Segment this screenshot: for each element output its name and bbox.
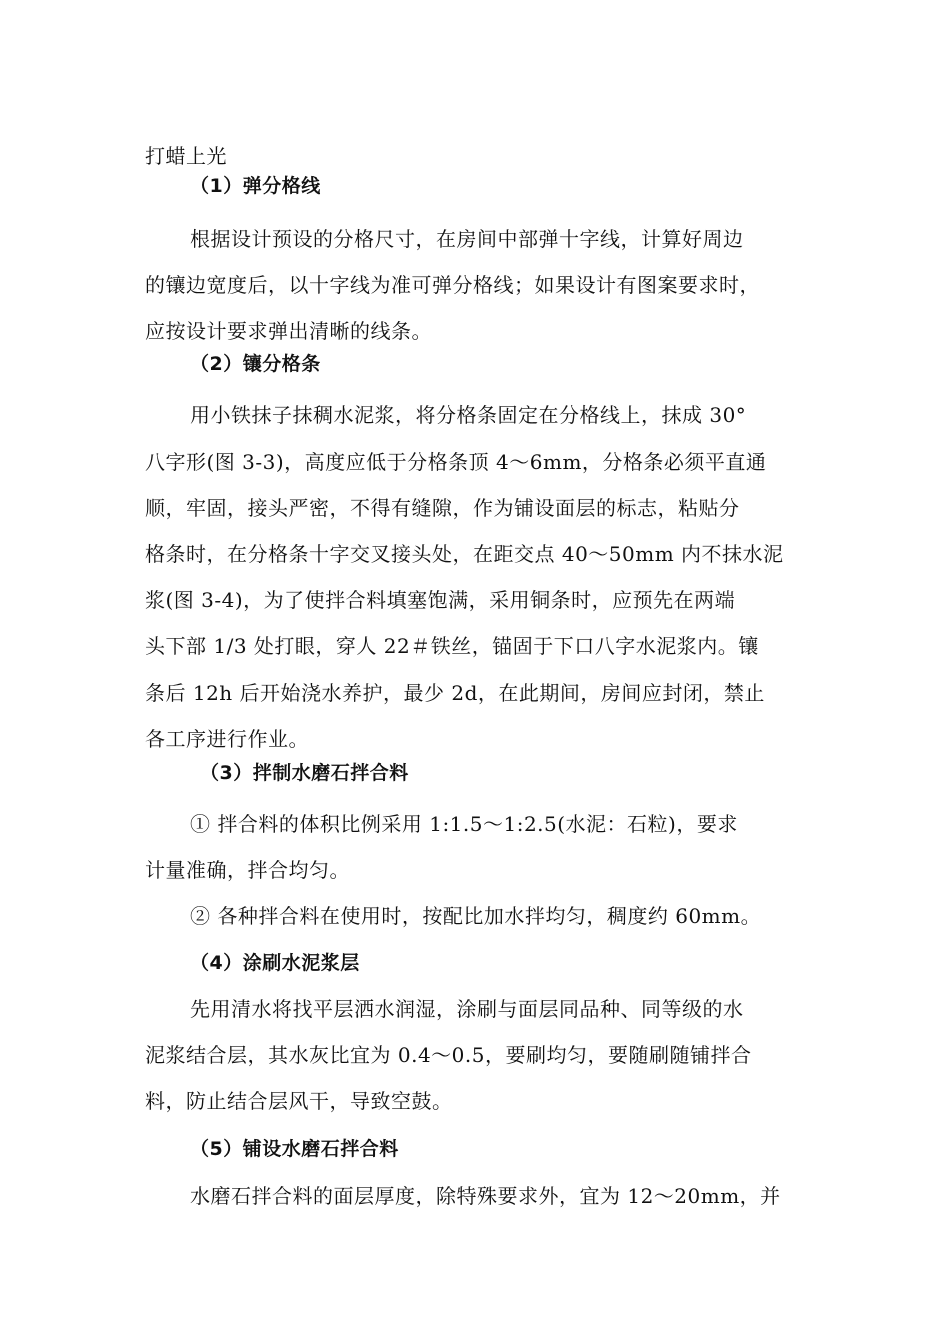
paragraph-line: 各工序进行作业。 [145,727,309,751]
paragraph-line: ① 拌合料的体积比例采用 1:1.5～1:2.5(水泥：石粒)，要求 [190,812,738,836]
section-heading: （4）涂刷水泥浆层 [190,952,360,974]
paragraph-line: 应按设计要求弹出清晰的线条。 [145,319,432,343]
paragraph-line: 格条时，在分格条十字交叉接头处，在距交点 40～50mm 内不抹水泥 [145,542,784,566]
paragraph-line: 浆(图 3-4)，为了使拌合料填塞饱满，采用铜条时，应预先在两端 [145,588,736,612]
paragraph-line: 的镶边宽度后，以十字线为准可弹分格线；如果设计有图案要求时， [145,273,760,297]
paragraph-line: 计量准确，拌合均匀。 [145,858,350,882]
section-heading: （1）弹分格线 [190,175,321,197]
paragraph-line: ② 各种拌合料在使用时，按配比加水拌均匀，稠度约 60mm。 [190,904,762,928]
paragraph-line: 八字形(图 3-3)，高度应低于分格条顶 4～6mm，分格条必须平直通 [145,450,767,474]
intro-line: 打蜡上光 [145,144,227,168]
section-heading: （3）拌制水磨石拌合料 [200,762,409,784]
paragraph-line: 顺，牢固，接头严密，不得有缝隙，作为铺设面层的标志，粘贴分 [145,496,740,520]
paragraph-line: 根据设计预设的分格尺寸，在房间中部弹十字线，计算好周边 [190,227,744,251]
paragraph-line: 用小铁抹子抹稠水泥浆，将分格条固定在分格线上，抹成 30° [190,403,747,427]
paragraph-line: 先用清水将找平层洒水润湿，涂刷与面层同品种、同等级的水 [190,997,744,1021]
paragraph-line: 泥浆结合层，其水灰比宜为 0.4～0.5，要刷均匀，要随刷随铺拌合 [145,1043,752,1067]
paragraph-line: 条后 12h 后开始浇水养护，最少 2d，在此期间，房间应封闭，禁止 [145,681,765,705]
paragraph-line: 料，防止结合层风干，导致空鼓。 [145,1089,453,1113]
paragraph-line: 头下部 1/3 处打眼，穿人 22＃铁丝，锚固于下口八字水泥浆内。镶 [145,634,759,658]
section-heading: （5）铺设水磨石拌合料 [190,1138,399,1160]
section-heading: （2）镶分格条 [190,353,321,375]
paragraph-line: 水磨石拌合料的面层厚度，除特殊要求外，宜为 12～20mm，并 [190,1184,781,1208]
